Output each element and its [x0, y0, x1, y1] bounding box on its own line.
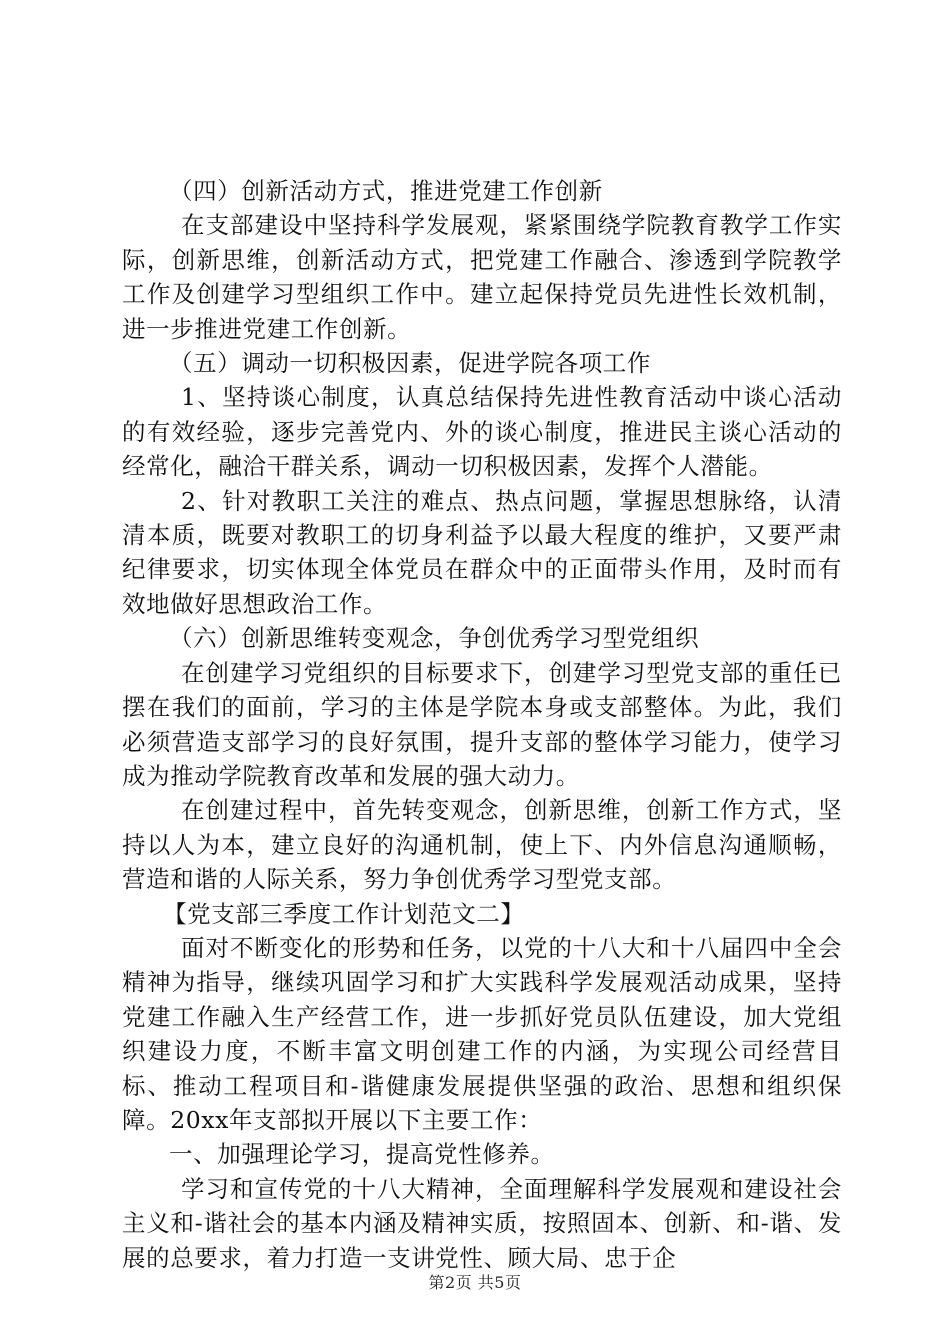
- paragraph: 面对不断变化的形势和任务，以党的十八大和十八届四中全会精神为指导，继续巩固学习和扩大实践科学发展观活动成果，坚持党建工作融入生产经营工作，进一步抓好党员队伍建设，加大党组织建设力度，不断丰富文明创建工作的内涵，为实现公司经营目标、推动工程项目和-谐健康发展提供坚强的政治、思想和组织保障。20xx年支部拟开展以下主要工作：: [122, 933, 842, 1134]
- page-number-label: 第2页 共5页: [428, 1273, 522, 1292]
- section-heading-1: 一、加强理论学习，提高党性修养。: [169, 1140, 555, 1169]
- paragraph: 在创建过程中，首先转变观念，创新思维，创新工作方式，坚持以人为本，建立良好的沟通机制，使上下、内外信息沟通顺畅，营造和谐的人际关系，努力争创优秀学习型党支部。: [122, 796, 842, 894]
- paragraph: 学习和宣传党的十八大精神，全面理解科学发展观和建设社会主义和-谐社会的基本内涵及精神实质，按照固本、创新、和-谐、发展的总要求，着力打造一支讲党性、顾大局、忠于企: [122, 1174, 842, 1272]
- numbered-paragraph-1: 1、坚持谈心制度，认真总结保持先进性教育活动中谈心活动的有效经验，逐步完善党内、外的谈心制度，推进民主谈心活动的经常化，融洽干群关系，调动一切积极因素，发挥个人潜能。: [122, 383, 842, 481]
- numbered-paragraph-2: 2、针对教职工关注的难点、热点问题，掌握思想脉络，认清清本质，既要对教职工的切身利益予以最大程度的维护，又要严肃纪律要求，切实体现全体党员在群众中的正面带头作用，及时而有效地做好思想政治工作。: [122, 486, 842, 618]
- section-heading-5: （五）调动一切积极因素，促进学院各项工作: [169, 349, 651, 378]
- page-footer: [0, 1270, 950, 1293]
- section-heading-6: （六）创新思维转变观念，争创优秀学习型党组织: [169, 624, 700, 653]
- paragraph: 在支部建设中坚持科学发展观，紧紧围绕学院教育教学工作实际，创新思维，创新活动方式，把党建工作融合、渗透到学院教学工作及创建学习型组织工作中。建立起保持党员先进性长效机制，进一步推进党建工作创新。: [122, 211, 842, 343]
- section-heading-4: （四）创新活动方式，推进党建工作创新: [169, 177, 603, 205]
- paragraph: 在创建学习党组织的目标要求下，创建学习型党支部的重任已摆在我们的面前，学习的主体是学院本身或支部整体。为此，我们必须营造支部学习的良好氛围，提升支部的整体学习能力，使学习成为推动学院教育改革和发展的强大动力。: [122, 658, 842, 790]
- document-body: [122, 174, 842, 1275]
- sample-title: 【党支部三季度工作计划范文二】: [163, 899, 525, 928]
